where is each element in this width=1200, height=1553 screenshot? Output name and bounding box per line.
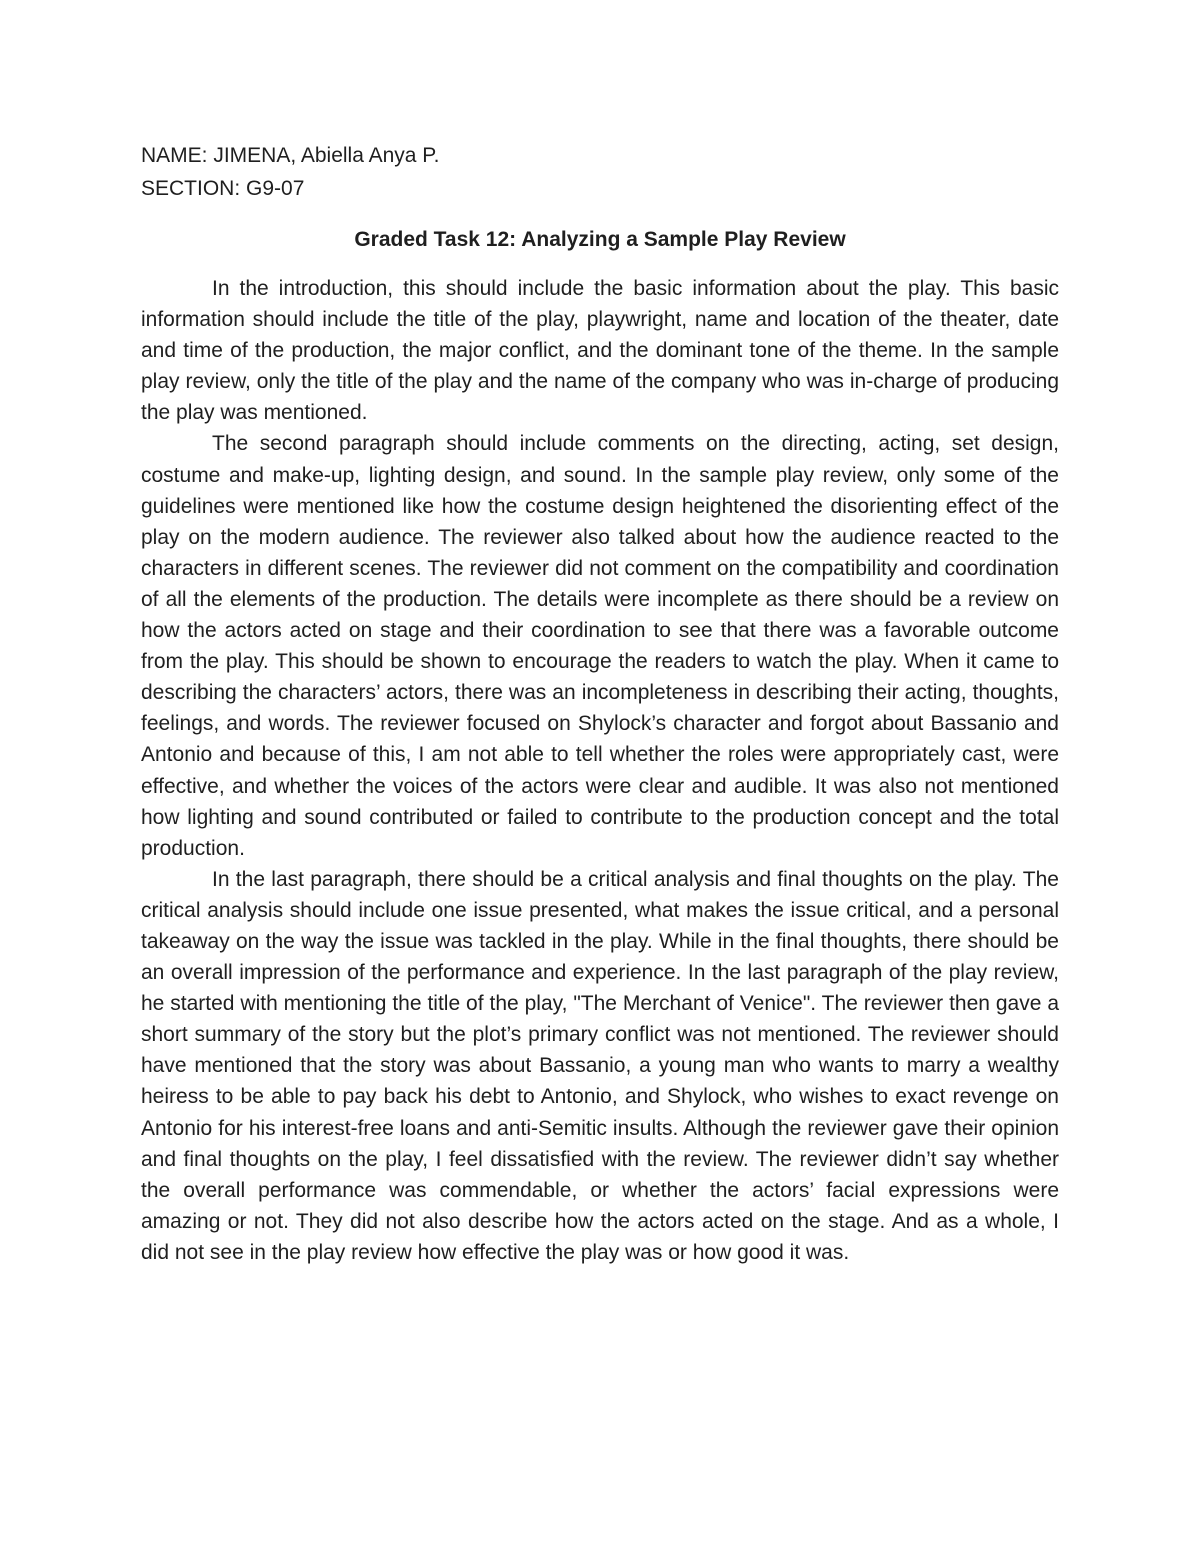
paragraph-last: In the last paragraph, there should be a critical analysis and final thoughts on the play. The critical analysis should include one issue presented, what makes the issue critical, and a personal takeaway on the way the issue was tackled in the play. While in the final thoughts, there should be an overall impression of the performance and experience. In the last paragraph of the play review, he started with mentioning the title of the play, "The Merchant of Venice". The reviewer then gave a short summary of the story but the plot’s primary conflict was not mentioned. The reviewer should have mentioned that the story was about Bassanio, a young man who wants to marry a wealthy heiress to be able to pay back his debt to Antonio, and Shylock, who wishes to exact revenge on Antonio for his interest-free loans and anti-Semitic insults. Although the reviewer gave their opinion and final thoughts on the play, I feel dissatisfied with the review. The reviewer didn’t say whether the overall performance was commendable, or whether the actors’ facial expressions were amazing or not. They did not also describe how the actors acted on the stage. And as a whole, I did not see in the play review how effective the play was or how good it was. (141, 867, 1059, 1264)
paragraph-introduction: In the introduction, this should include the basic information about the play. This basic information should include the title of the play, playwright, name and location of the theater, date and time of the production, the major conflict, and the dominant tone of the theme. In the sample play review, only the title of the play and the name of the company who was in-charge of producing the play was mentioned. (141, 277, 1059, 425)
student-section: SECTION: G9-07 (141, 177, 305, 200)
student-name: NAME: JIMENA, Abiella Anya P. (141, 144, 440, 167)
paragraph-second: The second paragraph should include comments on the directing, acting, set design, costume and make-up, lighting design, and sound. In the sample play review, only some of the guidelines were mentioned like how the costume design heightened the disorienting effect of the play on the modern audience. The reviewer also talked about how the audience reacted to the characters in different scenes. The reviewer did not comment on the compatibility and coordination of all the elements of the production. The details were incomplete as there should be a review on how the actors acted on stage and their coordination to see that there was a favorable outcome from the play. This should be shown to encourage the readers to watch the play. When it came to describing the characters’ actors, there was an incompleteness in describing their acting, thoughts, feelings, and words. The reviewer focused on Shylock’s character and forgot about Bassanio and Antonio and because of this, I am not able to tell whether the roles were appropriately cast, were effective, and whether the voices of the actors were clear and audible. It was also not mentioned how lighting and sound contributed or failed to contribute to the production concept and the total production. (141, 432, 1059, 860)
document-title: Graded Task 12: Analyzing a Sample Play Review (354, 228, 846, 251)
document-body (141, 273, 1059, 1268)
